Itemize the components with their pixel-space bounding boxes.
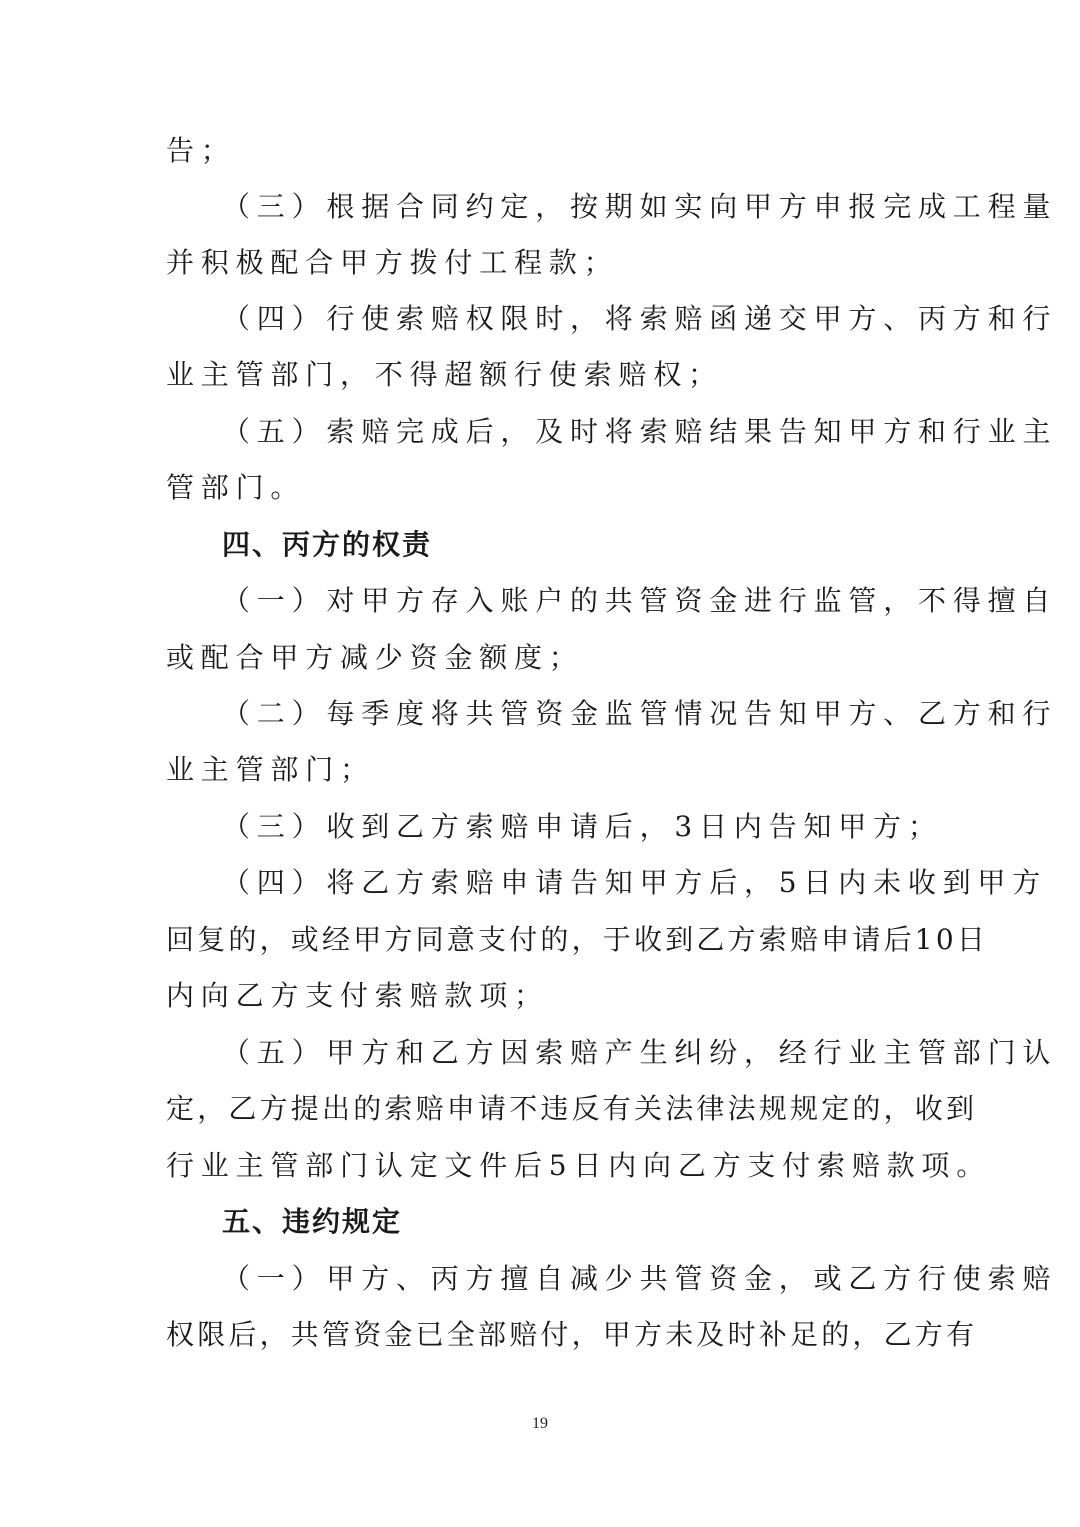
text-line-22: 权限后，共管资金已全部赔付，甲方未及时补足的，乙方有 <box>166 1318 978 1351</box>
text-line-1: 告； <box>166 134 236 167</box>
text-line-16: 内向乙方支付索赔款项； <box>166 979 549 1012</box>
text-line-11: （二）每季度将共管资金监管情况告知甲方、乙方和行 <box>222 697 1058 730</box>
text-line-18: 定，乙方提出的索赔申请不违反有关法律法规规定的，收到 <box>166 1092 978 1125</box>
page-number: 19 <box>532 1415 548 1432</box>
text-line-7: 管部门。 <box>166 471 306 504</box>
text-line-6: （五）索赔完成后，及时将索赔结果告知甲方和行业主 <box>222 415 1058 448</box>
text-line-21: （一）甲方、丙方擅自减少共管资金，或乙方行使索赔 <box>222 1262 1058 1295</box>
text-line-2: （三）根据合同约定，按期如实向甲方申报完成工程量 <box>222 190 1058 223</box>
text-line-9: （一）对甲方存入账户的共管资金进行监管，不得擅自 <box>222 584 1058 617</box>
section-heading-5: 五、违约规定 <box>222 1205 403 1238</box>
text-line-5: 业主管部门，不得超额行使索赔权； <box>166 358 723 391</box>
section-heading-4: 四、丙方的权责 <box>222 528 433 561</box>
text-line-15: 回复的，或经甲方同意支付的，于收到乙方索赔申请后10日 <box>166 923 989 956</box>
text-line-17: （五）甲方和乙方因索赔产生纠纷，经行业主管部门认 <box>222 1036 1058 1069</box>
text-line-14: （四）将乙方索赔申请告知甲方后，5日内未收到甲方 <box>222 866 1048 899</box>
text-line-19: 行业主管部门认定文件后5日内向乙方支付索赔款项。 <box>166 1149 992 1182</box>
text-line-10: 或配合甲方减少资金额度； <box>166 641 584 674</box>
text-line-13: （三）收到乙方索赔申请后，3日内告知甲方； <box>222 810 943 843</box>
text-line-12: 业主管部门； <box>166 753 375 786</box>
text-line-3: 并积极配合甲方拨付工程款； <box>166 246 619 279</box>
text-line-4: （四）行使索赔权限时，将索赔函递交甲方、丙方和行 <box>222 302 1058 335</box>
